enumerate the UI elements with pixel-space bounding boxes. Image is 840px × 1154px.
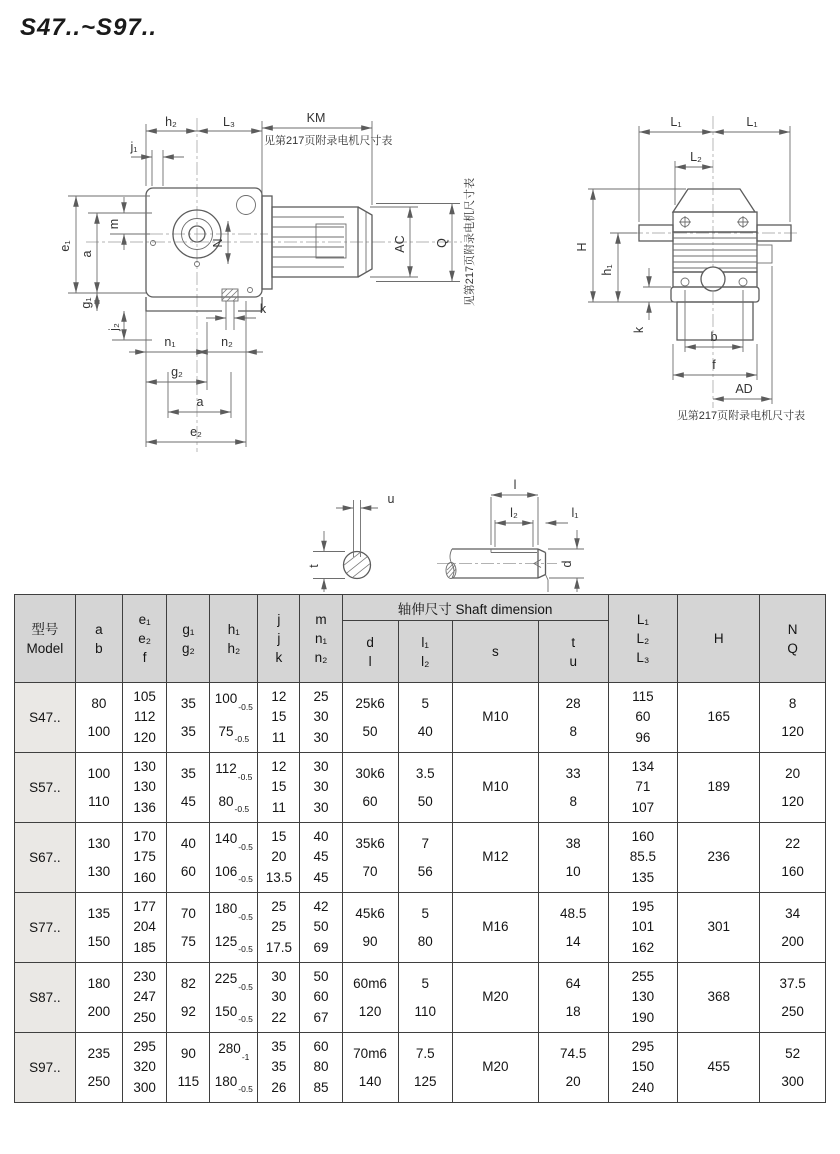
header-s: s (452, 621, 538, 683)
left-drawing (58, 111, 476, 452)
cell-mnn: 40 45 45 (300, 823, 342, 893)
cell-h12: $180_{-0.5}$ $125_{-0.5}$ (210, 893, 258, 963)
cell-NQ: 34 200 (760, 893, 826, 963)
dim-label-l: l (513, 478, 517, 492)
dim-label-L1-right: L₁ (746, 115, 758, 129)
dim-label-g1: g₁ (79, 297, 93, 309)
header-L123: L₁ L₂ L₃ (608, 595, 678, 683)
cell-NQ: 37.5 250 (760, 963, 826, 1033)
dim-label-b: b (710, 330, 718, 344)
cell-s: M10 (452, 753, 538, 823)
dim-label-n1: n₁ (164, 335, 176, 349)
cell-ef: 105 112 120 (122, 683, 167, 753)
cell-s: M20 (452, 963, 538, 1033)
dim-label-AD: AD (735, 382, 753, 396)
dim-label-n2: n₂ (221, 335, 233, 349)
cell-H: 165 (678, 683, 760, 753)
shaft-section-view (307, 492, 395, 592)
cell-H: 301 (678, 893, 760, 963)
table-container (14, 594, 826, 1103)
cell-g12: 35 35 (167, 683, 210, 753)
header-model: 型号 Model (15, 595, 76, 683)
cell-g12: 35 45 (167, 753, 210, 823)
cell-H: 189 (678, 753, 760, 823)
cell-L123: 195 101 162 (608, 893, 678, 963)
cell-h12: $112_{-0.5}$ $80_{-0.5}$ (210, 753, 258, 823)
dim-label-j2: j₂ (107, 323, 121, 331)
cell-l12: 7.5 125 (398, 1033, 452, 1103)
header-h12: h₁ h₂ (210, 595, 258, 683)
cell-dl: 30k6 60 (342, 753, 398, 823)
dim-label-e1: e₁ (58, 240, 72, 252)
cell-jjk: 12 15 11 (258, 753, 300, 823)
cell-tu: 48.5 14 (538, 893, 608, 963)
dim-label-h1: h₁ (600, 264, 614, 276)
cell-dl: 25k6 50 (342, 683, 398, 753)
cell-s: M12 (452, 823, 538, 893)
cell-ef: 177 204 185 (122, 893, 167, 963)
dim-label-AC: AC (393, 235, 407, 253)
header-ef: e₁ e₂ f (122, 595, 167, 683)
header-tu: t u (538, 621, 608, 683)
shaft-side-view (437, 478, 584, 592)
cell-model: S97.. (15, 1033, 76, 1103)
cell-model: S67.. (15, 823, 76, 893)
cell-ef: 170 175 160 (122, 823, 167, 893)
cell-H: 455 (678, 1033, 760, 1103)
dim-label-e2: e₂ (190, 425, 202, 439)
dim-label-Q: Q (435, 238, 449, 248)
cell-H: 236 (678, 823, 760, 893)
cell-g12: 40 60 (167, 823, 210, 893)
cell-NQ: 20 120 (760, 753, 826, 823)
table-row-S87 (15, 963, 826, 1033)
cell-dl: 45k6 90 (342, 893, 398, 963)
dim-label-KM: KM (306, 111, 326, 125)
header-H: H (678, 595, 760, 683)
cell-s: M10 (452, 683, 538, 753)
right-drawing (575, 115, 805, 422)
cell-NQ: 8 120 (760, 683, 826, 753)
cell-ab: 80 100 (75, 683, 122, 753)
cell-jjk: 25 25 17.5 (258, 893, 300, 963)
cell-model: S57.. (15, 753, 76, 823)
cell-mnn: 30 30 30 (300, 753, 342, 823)
dim-label-k-right: k (632, 326, 646, 334)
cell-h12: $100_{-0.5}$ $75_{-0.5}$ (210, 683, 258, 753)
cell-ab: 135 150 (75, 893, 122, 963)
dim-label-u: u (387, 492, 395, 506)
table-row-S47 (15, 683, 826, 753)
dim-label-L1-left: L₁ (670, 115, 682, 129)
cell-tu: 64 18 (538, 963, 608, 1033)
header-dl: d l (342, 621, 398, 683)
motor-note-right: 见第217页附录电机尺寸表 (676, 410, 806, 422)
cell-g12: 70 75 (167, 893, 210, 963)
cell-h12: $140_{-0.5}$ $106_{-0.5}$ (210, 823, 258, 893)
cell-dl: 60m6 120 (342, 963, 398, 1033)
technical-drawings (0, 52, 840, 592)
cell-ef: 130 130 136 (122, 753, 167, 823)
cell-L123: 160 85.5 135 (608, 823, 678, 893)
cell-ab: 180 200 (75, 963, 122, 1033)
header-g12: g₁ g₂ (167, 595, 210, 683)
cell-jjk: 15 20 13.5 (258, 823, 300, 893)
motor-note-top: 见第217页附录电机尺寸表 (264, 135, 393, 147)
table-row-S67 (15, 823, 826, 893)
dim-label-N: N (211, 238, 225, 248)
cell-s: M16 (452, 893, 538, 963)
cell-mnn: 42 50 69 (300, 893, 342, 963)
dim-label-H: H (575, 242, 589, 252)
cell-ab: 130 130 (75, 823, 122, 893)
cell-l12: 3.5 50 (398, 753, 452, 823)
cell-mnn: 50 60 67 (300, 963, 342, 1033)
cell-L123: 115 60 96 (608, 683, 678, 753)
cell-ef: 295 320 300 (122, 1033, 167, 1103)
cell-jjk: 30 30 22 (258, 963, 300, 1033)
dim-label-k: k (259, 302, 267, 316)
table-row-S57 (15, 753, 826, 823)
cell-model: S87.. (15, 963, 76, 1033)
cell-h12: $225_{-0.5}$ $150_{-0.5}$ (210, 963, 258, 1033)
dim-label-L3: L₃ (222, 115, 236, 129)
terminal-box (316, 224, 346, 258)
header-mnn: m n₁ n₂ (300, 595, 342, 683)
cell-g12: 90 115 (167, 1033, 210, 1103)
dim-label-l1: l₁ (571, 506, 579, 520)
dim-label-d: d (560, 560, 574, 568)
cell-L123: 255 130 190 (608, 963, 678, 1033)
cell-ab: 100 110 (75, 753, 122, 823)
gearbox-outline (146, 188, 262, 297)
header-l12: l₁ l₂ (398, 621, 452, 683)
cell-tu: 28 8 (538, 683, 608, 753)
dim-label-m: m (107, 218, 121, 230)
cell-model: S47.. (15, 683, 76, 753)
table-row-S77 (15, 893, 826, 963)
header-NQ: N Q (760, 595, 826, 683)
cell-l12: 7 56 (398, 823, 452, 893)
motor-note-side: 见第217页附录电机尺寸表 (464, 177, 476, 307)
cell-ab: 235 250 (75, 1033, 122, 1103)
cell-l12: 5 110 (398, 963, 452, 1033)
dim-label-j1: j₁ (130, 140, 138, 154)
dim-label-h2: h₂ (165, 115, 177, 129)
cell-NQ: 22 160 (760, 823, 826, 893)
cell-g12: 82 92 (167, 963, 210, 1033)
cell-ef: 230 247 250 (122, 963, 167, 1033)
cell-dl: 70m6 140 (342, 1033, 398, 1103)
header-shaft-group: 轴伸尺寸 Shaft dimension (342, 595, 608, 621)
dim-label-a-bottom: a (196, 395, 204, 409)
header-jjk: j j k (258, 595, 300, 683)
page-title: S47..~S97.. (20, 14, 158, 41)
table-row-S97 (15, 1033, 826, 1103)
cell-s: M20 (452, 1033, 538, 1103)
cell-model: S77.. (15, 893, 76, 963)
keyway-stub (222, 289, 238, 301)
cell-l12: 5 40 (398, 683, 452, 753)
dim-label-a-side: a (80, 250, 94, 258)
cell-NQ: 52 300 (760, 1033, 826, 1103)
dimension-table (14, 594, 826, 1103)
dim-label-L2: L₂ (690, 150, 702, 164)
fan-cover (673, 189, 755, 212)
cell-dl: 35k6 70 (342, 823, 398, 893)
cell-h12: $280_{-1}$ $180_{-0.5}$ (210, 1033, 258, 1103)
cell-tu: 74.5 20 (538, 1033, 608, 1103)
header-ab: a b (75, 595, 122, 683)
cell-mnn: 25 30 30 (300, 683, 342, 753)
dim-label-f: f (712, 358, 716, 372)
cell-jjk: 35 35 26 (258, 1033, 300, 1103)
motor-flange (262, 196, 272, 289)
cell-jjk: 12 15 11 (258, 683, 300, 753)
cell-mnn: 60 80 85 (300, 1033, 342, 1103)
dim-label-t: t (307, 564, 321, 568)
cell-tu: 38 10 (538, 823, 608, 893)
dim-label-l2: l₂ (510, 506, 518, 520)
dim-label-g2: g₂ (171, 365, 183, 379)
cell-L123: 134 71 107 (608, 753, 678, 823)
cell-L123: 295 150 240 (608, 1033, 678, 1103)
cell-H: 368 (678, 963, 760, 1033)
cell-tu: 33 8 (538, 753, 608, 823)
cell-l12: 5 80 (398, 893, 452, 963)
